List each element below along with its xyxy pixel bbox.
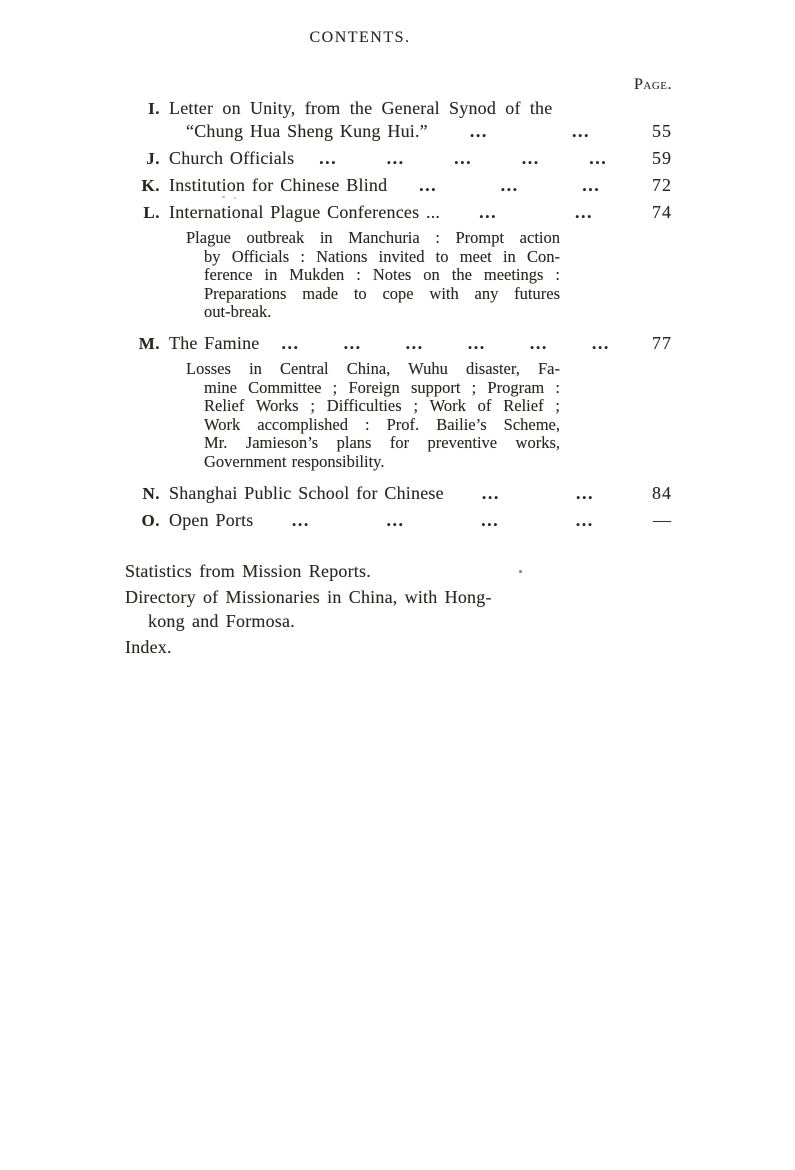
back-matter-directory-cont: kong and Formosa. [148,611,295,631]
page-column-header: Page. [633,76,672,93]
toc-letter: M. [138,333,160,353]
page-number: 77 [652,332,672,353]
dot-leader: ... [291,509,310,530]
note-line: Preparations made to cope with any futures [204,283,560,303]
note-line: Plague outbreak in Manchuria : Prompt action [186,228,560,247]
scan-artifact [234,197,236,199]
note-line: Government responsibility. [204,451,385,471]
toc-letter: J. [146,149,160,168]
dot-leader: ... [386,148,405,168]
dot-leader: ... [281,332,300,353]
dot-leader: ... [521,148,540,168]
note-famine [186,358,560,472]
toc-entry-title: “Chung Hua Sheng Kung Hui.” [186,121,428,141]
dot-leader: ... [386,509,405,530]
toc-row [127,510,672,531]
dot-leader: ... [319,148,338,168]
toc-entry-title: Letter on Unity, from the General Synod of the [169,98,553,118]
contents-title: CONTENTS. [309,29,411,46]
toc-row [127,175,672,196]
note-line: ference in Mukden : Notes on the meetings : [204,265,560,285]
dot-leader: ... [469,121,488,141]
page-number: 55 [652,121,672,141]
dot-leader: ... [575,202,594,222]
dot-leader: ... [575,509,594,530]
back-matter-statistics: Statistics from Mission Reports. [125,561,371,581]
scan-artifact [519,570,522,573]
note-line: mine Committee ; Foreign support ; Program : [204,377,560,397]
dot-leader: ... [481,509,500,530]
note-line: Mr. Jamieson’s plans for preventive works, [204,433,560,453]
page-number: — [653,509,672,530]
back-matter-directory: Directory of Missionaries in China, with Hong- [125,586,492,607]
dot-leader: ... [343,332,362,353]
toc-entry-title: The Famine [169,332,260,353]
toc-letter: N. [142,483,160,503]
page-number: 59 [652,148,672,168]
note-line: by Officials : Nations invited to meet in Con- [204,246,560,266]
toc-letter: O. [141,510,160,530]
back-matter-index: Index. [125,636,172,657]
page-number: 84 [652,482,672,503]
dot-leader: ... [500,175,519,195]
toc-letter: K. [141,176,160,195]
toc-row [127,98,672,119]
dot-leader: ... [575,482,594,503]
note-plague-conferences [186,228,560,322]
toc-letter: I. [148,99,160,118]
toc-row [127,333,672,354]
toc-entry-title: Institution for Chinese Blind [169,175,388,195]
dot-leader: ... [582,175,601,195]
toc-entry-title: Church Officials [169,148,295,168]
table-of-contents [127,98,672,537]
page-number: 72 [652,175,672,195]
dot-leader: ... [467,332,486,353]
toc-entry-title: International Plague Conferences ... [169,202,441,222]
toc-entry-title: Shanghai Public School for Chinese [169,482,444,503]
dot-leader: ... [571,121,590,141]
toc-entry-title: Open Ports [169,509,254,530]
note-line: out-break. [204,302,272,322]
page-number: 74 [652,202,672,222]
dot-leader: ... [479,202,498,222]
note-line: Work accomplished : Prof. Bailie’s Scheme, [204,414,560,434]
note-line: Relief Works ; Difficulties ; Work of Relief ; [204,396,560,416]
dot-leader: ... [405,332,424,353]
dot-leader: ... [454,148,473,168]
dot-leader: ... [589,148,608,168]
note-line: Losses in Central China, Wuhu disaster, Fa- [186,358,560,378]
dot-leader: ... [591,332,610,353]
toc-row [127,148,672,169]
dot-leader: ... [529,332,548,353]
toc-row [127,202,672,223]
scan-artifact [222,196,225,198]
toc-row [127,483,672,504]
back-matter-list [125,560,685,661]
toc-row [127,121,672,142]
toc-letter: L. [143,203,160,222]
dot-leader: ... [481,482,500,503]
dot-leader: ... [419,175,438,195]
